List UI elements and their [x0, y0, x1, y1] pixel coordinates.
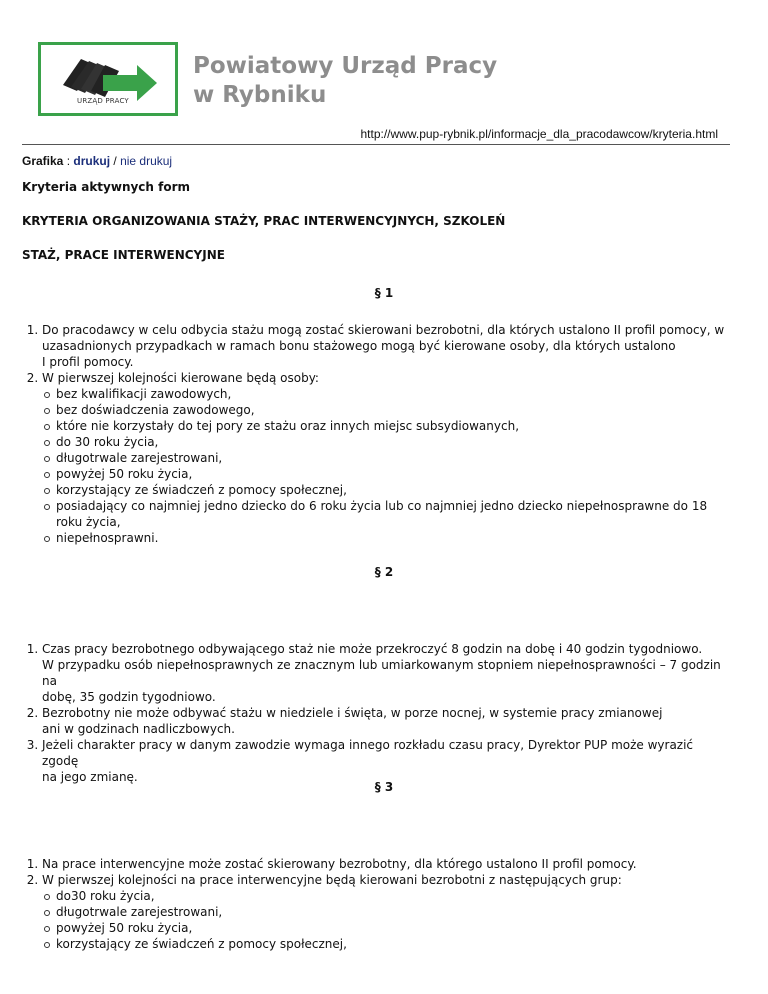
print-link[interactable]: drukuj — [73, 154, 111, 168]
sub-list-item: bez kwalifikacji zawodowych, — [42, 386, 730, 402]
section-heading-criteria: KRYTERIA ORGANIZOWANIA STAŻY, PRAC INTERWENCYJNYCH, SZKOLEŃ — [22, 214, 506, 228]
section-3-list — [22, 856, 730, 952]
sub-list-item: powyżej 50 roku życia, — [42, 920, 730, 936]
section-1-list — [22, 322, 730, 546]
list-item — [42, 641, 730, 705]
sub-list-item: powyżej 50 roku życia, — [42, 466, 730, 482]
list-item — [42, 370, 730, 546]
sub-list-item: bez doświadczenia zawodowego, — [42, 402, 730, 418]
sub-list — [42, 386, 730, 546]
logo-caption: URZĄD PRACY — [77, 97, 129, 105]
list-item-text: Czas pracy bezrobotnego odbywającego staż nie może przekroczyć 8 godzin na dobę i 40 godzin tygodniowo. — [42, 642, 703, 656]
list-item-text: W pierwszej kolejności na prace interwencyjne będą kierowani bezrobotni z następujących grup: — [42, 873, 622, 887]
sub-list — [42, 888, 730, 952]
header-divider — [22, 144, 730, 145]
list-item-text: Jeżeli charakter pracy w danym zawodzie wymaga innego rozkładu czasu pracy, Dyrektor PUP może wyrazić zgodę — [42, 738, 694, 768]
list-item — [42, 705, 730, 737]
grafika-slash: / — [110, 154, 121, 168]
page-url: http://www.pup-rybnik.pl/informacje_dla_pracodawcow/kryteria.html — [360, 127, 718, 141]
list-item — [42, 872, 730, 952]
sub-list-item: do 30 roku życia, — [42, 434, 730, 450]
grafika-label: Grafika — [22, 154, 64, 168]
paragraph-mark-1: § 1 — [374, 286, 394, 300]
list-item-text: I profil pomocy. — [42, 355, 134, 369]
list-item-text: na jego zmianę. — [42, 770, 138, 784]
sub-list-item: długotrwale zarejestrowani, — [42, 450, 730, 466]
list-item-text: W pierwszej kolejności kierowane będą osoby: — [42, 371, 319, 385]
sub-list-item: które nie korzystały do tej pory ze stażu oraz innych miejsc subsydiowanych, — [42, 418, 730, 434]
organization-name-line2: w Rybniku — [193, 82, 327, 108]
sub-list-item: posiadający co najmniej jedno dziecko do 6 roku życia lub co najmniej jedno dziecko niepełnosprawne do 18 roku życia, — [42, 498, 730, 530]
no-print-link[interactable]: nie drukuj — [120, 154, 173, 168]
list-item — [42, 737, 730, 785]
list-item — [42, 322, 730, 370]
list-item-text: dobę, 35 godzin tygodniowo. — [42, 690, 216, 704]
section-2-list — [22, 641, 730, 785]
page-title: Kryteria aktywnych form — [22, 180, 191, 194]
list-item-text: W przypadku osób niepełnosprawnych ze znacznym lub umiarkowanym stopniem niepełnosprawności – 7 godzin na — [42, 658, 721, 688]
list-item-text: Do pracodawcy w celu odbycia stażu mogą zostać skierowani bezrobotni, dla których ustalono II profil pomocy, w — [42, 323, 725, 337]
sub-list-item: do30 roku życia, — [42, 888, 730, 904]
list-item-text: uzasadnionych przypadkach w ramach bonu stażowego mogą być kierowane osoby, dla których ustalono — [42, 339, 676, 353]
grafika-separator: : — [63, 154, 74, 168]
paragraph-mark-2: § 2 — [374, 565, 394, 579]
list-item-text: Bezrobotny nie może odbywać stażu w niedziele i święta, w porze nocnej, w systemie pracy zmianowej — [42, 706, 663, 720]
list-item-text: Na prace interwencyjne może zostać skierowany bezrobotny, dla którego ustalono II profil pomocy. — [42, 857, 637, 871]
paragraph-mark-3: § 3 — [374, 780, 394, 794]
logo — [38, 42, 178, 116]
section-heading-internships: STAŻ, PRACE INTERWENCYJNE — [22, 248, 225, 262]
sub-list-item: niepełnosprawni. — [42, 530, 730, 546]
print-options — [22, 154, 172, 168]
list-item-text: ani w godzinach nadliczbowych. — [42, 722, 235, 736]
sub-list-item: korzystający ze świadczeń z pomocy społecznej, — [42, 936, 730, 952]
organization-name-line1: Powiatowy Urząd Pracy — [193, 53, 498, 79]
sub-list-item: korzystający ze świadczeń z pomocy społecznej, — [42, 482, 730, 498]
list-item — [42, 856, 730, 872]
organization-name — [193, 52, 497, 110]
sub-list-item: długotrwale zarejestrowani, — [42, 904, 730, 920]
